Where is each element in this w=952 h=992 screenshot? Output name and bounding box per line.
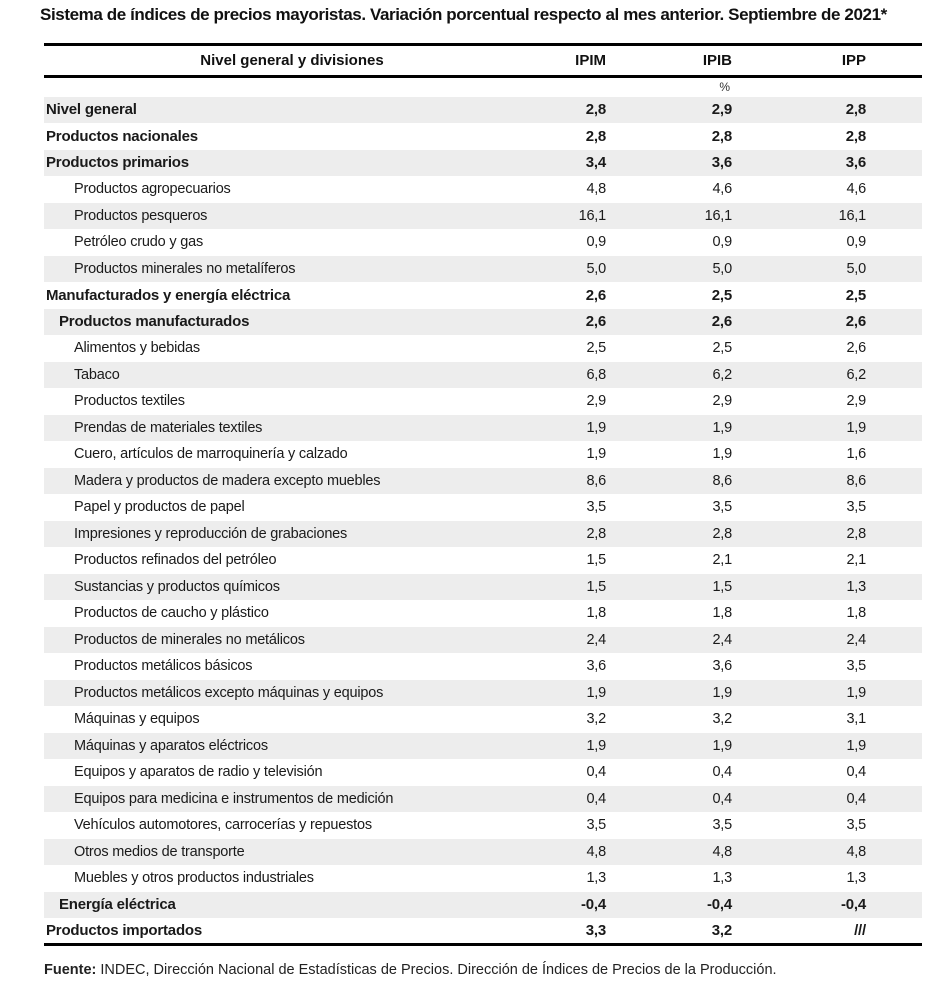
row-value: 0,9 bbox=[586, 234, 606, 251]
table-row bbox=[44, 521, 922, 548]
row-label: Prendas de materiales textiles bbox=[74, 419, 263, 436]
row-value: 1,9 bbox=[712, 737, 732, 754]
table-row bbox=[44, 441, 922, 468]
row-value: 5,0 bbox=[712, 260, 732, 277]
row-label: Productos metálicos excepto máquinas y equipos bbox=[74, 684, 384, 701]
row-value: 3,5 bbox=[846, 817, 866, 834]
table-row bbox=[44, 547, 922, 574]
table-row bbox=[44, 839, 922, 866]
row-value: 1,5 bbox=[586, 552, 606, 569]
row-label: Alimentos y bebidas bbox=[74, 340, 200, 357]
row-label: Petróleo crudo y gas bbox=[74, 234, 203, 251]
table-row bbox=[44, 229, 922, 256]
row-value: -0,4 bbox=[580, 896, 606, 914]
row-value: 1,3 bbox=[586, 870, 606, 887]
row-value: 3,5 bbox=[846, 658, 866, 675]
table-row bbox=[44, 203, 922, 230]
row-label: Manufacturados y energía eléctrica bbox=[46, 286, 291, 304]
row-value: 3,1 bbox=[846, 711, 866, 728]
row-value: /// bbox=[854, 922, 866, 939]
table-row bbox=[44, 362, 922, 389]
row-value: 1,9 bbox=[846, 737, 866, 754]
row-value: 0,4 bbox=[712, 790, 732, 807]
row-label: Productos refinados del petróleo bbox=[74, 552, 277, 569]
row-value: 0,4 bbox=[846, 790, 866, 807]
row-value: 2,8 bbox=[845, 127, 866, 145]
table-row bbox=[44, 865, 922, 892]
table-row bbox=[44, 918, 922, 945]
row-value: 1,5 bbox=[586, 578, 606, 595]
row-label: Productos agropecuarios bbox=[74, 181, 231, 198]
row-value: 1,3 bbox=[846, 870, 866, 887]
row-value: 2,6 bbox=[585, 313, 606, 331]
row-value: 0,4 bbox=[712, 764, 732, 781]
row-value: 2,8 bbox=[712, 525, 732, 542]
row-value: 3,6 bbox=[586, 658, 606, 675]
table-row bbox=[44, 759, 922, 786]
row-value: 3,3 bbox=[585, 922, 606, 939]
row-label: Productos primarios bbox=[46, 154, 189, 172]
row-label: Muebles y otros productos industriales bbox=[74, 870, 314, 887]
row-value: 1,8 bbox=[846, 605, 866, 622]
row-label: Productos metálicos básicos bbox=[74, 658, 253, 675]
column-header-divisions: Nivel general y divisiones bbox=[44, 45, 540, 77]
row-value: 3,6 bbox=[711, 154, 732, 172]
source-note bbox=[44, 961, 952, 979]
row-label: Nivel general bbox=[46, 101, 137, 119]
row-value: 0,4 bbox=[846, 764, 866, 781]
row-value: 3,5 bbox=[586, 499, 606, 516]
row-value: 16,1 bbox=[578, 207, 606, 224]
table-row bbox=[44, 892, 922, 919]
row-label: Equipos y aparatos de radio y televisión bbox=[74, 764, 323, 781]
column-header-ipim: IPIM bbox=[540, 45, 612, 77]
row-value: 2,6 bbox=[845, 313, 866, 331]
table-row bbox=[44, 733, 922, 760]
row-value: 2,8 bbox=[711, 127, 732, 145]
row-label: Vehículos automotores, carrocerías y repuestos bbox=[74, 817, 372, 834]
row-value: 3,5 bbox=[586, 817, 606, 834]
column-header-ipib: IPIB bbox=[612, 45, 738, 77]
price-index-table bbox=[44, 43, 922, 946]
row-value: 2,8 bbox=[845, 101, 866, 119]
row-label: Productos pesqueros bbox=[74, 207, 208, 224]
row-value: 1,9 bbox=[712, 419, 732, 436]
row-label: Sustancias y productos químicos bbox=[74, 578, 280, 595]
table-row bbox=[44, 627, 922, 654]
table-row bbox=[44, 282, 922, 309]
row-label: Productos importados bbox=[46, 922, 203, 939]
row-value: 2,4 bbox=[712, 631, 732, 648]
row-label: Impresiones y reproducción de grabaciones bbox=[74, 525, 348, 542]
row-value: 2,1 bbox=[846, 552, 866, 569]
row-value: 0,4 bbox=[586, 764, 606, 781]
row-value: 8,6 bbox=[586, 472, 606, 489]
row-value: 2,6 bbox=[711, 313, 732, 331]
row-label: Madera y productos de madera excepto muebles bbox=[74, 472, 381, 489]
row-value: 5,0 bbox=[586, 260, 606, 277]
row-label: Productos manufacturados bbox=[59, 313, 250, 331]
row-value: 3,4 bbox=[585, 154, 606, 172]
row-value: 2,8 bbox=[585, 101, 606, 119]
row-label: Productos textiles bbox=[74, 393, 185, 410]
row-value: 1,6 bbox=[846, 446, 866, 463]
table-row bbox=[44, 335, 922, 362]
row-value: 8,6 bbox=[712, 472, 732, 489]
row-value: 2,1 bbox=[712, 552, 732, 569]
table-row bbox=[44, 706, 922, 733]
row-value: -0,4 bbox=[840, 896, 866, 914]
row-value: 0,9 bbox=[846, 234, 866, 251]
row-value: 2,9 bbox=[846, 393, 866, 410]
row-value: 2,4 bbox=[586, 631, 606, 648]
row-value: 3,2 bbox=[711, 922, 732, 939]
row-label: Papel y productos de papel bbox=[74, 499, 245, 516]
table-row bbox=[44, 468, 922, 495]
table-row bbox=[44, 97, 922, 124]
row-value: 1,9 bbox=[586, 419, 606, 436]
row-value: 1,5 bbox=[712, 578, 732, 595]
row-value: 6,8 bbox=[586, 366, 606, 383]
row-value: 1,9 bbox=[846, 419, 866, 436]
row-value: 4,8 bbox=[586, 181, 606, 198]
row-value: 6,2 bbox=[712, 366, 732, 383]
table-row bbox=[44, 494, 922, 521]
row-label: Máquinas y aparatos eléctricos bbox=[74, 737, 268, 754]
row-value: 3,2 bbox=[712, 711, 732, 728]
row-value: 4,6 bbox=[846, 181, 866, 198]
row-value: 3,5 bbox=[712, 817, 732, 834]
row-value: 4,8 bbox=[586, 843, 606, 860]
source-prefix: Fuente: bbox=[44, 962, 97, 978]
row-value: 8,6 bbox=[846, 472, 866, 489]
row-value: 2,8 bbox=[586, 525, 606, 542]
row-value: 2,4 bbox=[846, 631, 866, 648]
row-value: 2,9 bbox=[711, 101, 732, 119]
row-value: 1,3 bbox=[712, 870, 732, 887]
row-value: 2,6 bbox=[846, 340, 866, 357]
row-value: 0,4 bbox=[586, 790, 606, 807]
row-value: 16,1 bbox=[704, 207, 732, 224]
row-value: 2,5 bbox=[845, 286, 866, 304]
table-body bbox=[44, 97, 922, 945]
row-value: 2,9 bbox=[586, 393, 606, 410]
row-value: 1,8 bbox=[586, 605, 606, 622]
row-value: 1,9 bbox=[586, 737, 606, 754]
table-row bbox=[44, 680, 922, 707]
row-value: 6,2 bbox=[846, 366, 866, 383]
table-row bbox=[44, 653, 922, 680]
row-label: Productos de caucho y plástico bbox=[74, 605, 269, 622]
table-row bbox=[44, 123, 922, 150]
row-value: -0,4 bbox=[706, 896, 732, 914]
row-value: 2,8 bbox=[846, 525, 866, 542]
row-value: 1,9 bbox=[712, 684, 732, 701]
table-row bbox=[44, 150, 922, 177]
table-row bbox=[44, 812, 922, 839]
row-value: 3,6 bbox=[845, 154, 866, 172]
row-value: 5,0 bbox=[846, 260, 866, 277]
column-header-ipp: IPP bbox=[738, 45, 922, 77]
row-value: 1,3 bbox=[846, 578, 866, 595]
table-row bbox=[44, 786, 922, 813]
row-label: Otros medios de transporte bbox=[74, 843, 245, 860]
row-value: 2,6 bbox=[585, 286, 606, 304]
row-label: Cuero, artículos de marroquinería y calzado bbox=[74, 446, 348, 463]
row-label: Productos nacionales bbox=[46, 127, 198, 145]
table-header-row bbox=[44, 45, 922, 77]
table-row bbox=[44, 388, 922, 415]
row-value: 3,5 bbox=[712, 499, 732, 516]
row-value: 1,9 bbox=[846, 684, 866, 701]
row-value: 3,5 bbox=[846, 499, 866, 516]
row-value: 0,9 bbox=[712, 234, 732, 251]
row-label: Máquinas y equipos bbox=[74, 711, 200, 728]
row-value: 4,6 bbox=[712, 181, 732, 198]
row-label: Productos de minerales no metálicos bbox=[74, 631, 305, 648]
row-value: 3,6 bbox=[712, 658, 732, 675]
row-value: 1,8 bbox=[712, 605, 732, 622]
table-row bbox=[44, 309, 922, 336]
row-value: 3,2 bbox=[586, 711, 606, 728]
row-value: 4,8 bbox=[846, 843, 866, 860]
table-row bbox=[44, 176, 922, 203]
row-value: 2,8 bbox=[585, 127, 606, 145]
row-value: 16,1 bbox=[838, 207, 866, 224]
table-row bbox=[44, 256, 922, 283]
source-text: INDEC, Dirección Nacional de Estadísticas de Precios. Dirección de Índices de Precios de la Producción. bbox=[96, 962, 777, 978]
row-label: Tabaco bbox=[74, 366, 120, 383]
row-value: 1,9 bbox=[712, 446, 732, 463]
row-value: 2,5 bbox=[711, 286, 732, 304]
row-label: Equipos para medicina e instrumentos de medición bbox=[74, 790, 394, 807]
table-row bbox=[44, 600, 922, 627]
unit-percent-label: % bbox=[719, 80, 730, 95]
row-value: 2,5 bbox=[586, 340, 606, 357]
row-value: 1,9 bbox=[586, 684, 606, 701]
page-title: Sistema de índices de precios mayoristas. Variación porcentual respecto al mes anterior. Septiembre de 2021* bbox=[40, 5, 887, 24]
row-value: 1,9 bbox=[586, 446, 606, 463]
unit-row bbox=[44, 77, 922, 97]
row-label: Energía eléctrica bbox=[59, 896, 176, 914]
row-value: 2,5 bbox=[712, 340, 732, 357]
row-label: Productos minerales no metalíferos bbox=[74, 260, 296, 277]
table-row bbox=[44, 574, 922, 601]
row-value: 2,9 bbox=[712, 393, 732, 410]
row-value: 4,8 bbox=[712, 843, 732, 860]
table-row bbox=[44, 415, 922, 442]
